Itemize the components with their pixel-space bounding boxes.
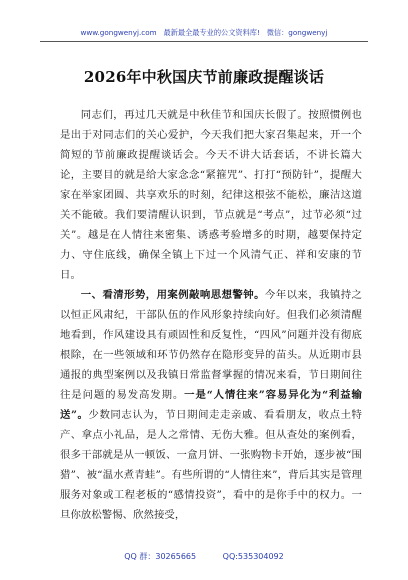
header-site-url[interactable]: www.gongwenyj.com xyxy=(80,28,157,37)
section-1-text-b: 少数同志认为，节日期间走走亲戚、看看朋友，收点土特产、拿点小礼品，是人之常情、无伤大雅。但从查处的案例看，很多干部就是从一顿饭、一盒月饼、一张购物卡开始，逐步被“围猎”、被“温水煮青蛙”。有些所谓的“人情往来”，背后其实是管理服务对象或工程老板的“感情投资”，看中的是你手中的权力。一旦你放松警惕、欣然接受， xyxy=(60,409,362,521)
section-1-text-a: 今年以来，我镇持之以恒正风肃纪，干部队伍的作风形象持续向好。但我们必须清醒地看到，作风建设具有顽固性和反复性，“四风”问题并没有彻底根除，在一些领域和环节仍然存在隐形变异的苗头。从近期市县通报的典型案例以及我镇日常监督掌握的情况来看，节日期间往往是问题的易发高发期。 xyxy=(60,289,362,401)
footer-qq: QQ:535304092 xyxy=(222,552,284,561)
footer-qq-group: QQ 群：30265665 xyxy=(124,552,197,561)
document-title: 2026年中秋国庆节前廉政提醒谈话 xyxy=(83,68,325,86)
section-1-paragraph xyxy=(60,285,362,525)
intro-paragraph: 同志们，再过几天就是中秋佳节和国庆长假了。按照惯例也是出于对同志们的关心爱护，今天我们把大家召集起来，开一个简短的节前廉政提醒谈话会。今天不讲大话套话，不讲长篇大论，主要目的就是给大家念念“紧箍咒”、打打“预防针”，提醒大家在举家团圆、共享欢乐的时刻，纪律这根弦不能松，廉洁这道关不能破。我们要清醒认识到，节点就是“考点”，过节必须“过关”。越是在人情往来密集、诱惑考验增多的时期，越要保持定力、守住底线，确保全镇上下过一个风清气正、祥和安康的节日。 xyxy=(60,109,362,281)
site-header xyxy=(0,28,408,38)
page-footer xyxy=(0,551,408,562)
section-1-heading: 一、看清形势，用案例敲响思想警钟。 xyxy=(80,289,265,301)
header-slogan: 最新最全最专业的公文资料库! xyxy=(163,28,260,37)
section-1-bold-point: 一是“人情往来”容易异化为“利益输送”。 xyxy=(60,389,362,421)
header-divider xyxy=(40,41,368,42)
document-body xyxy=(60,105,362,525)
header-wechat: 微信：gongwenyj xyxy=(266,28,328,37)
